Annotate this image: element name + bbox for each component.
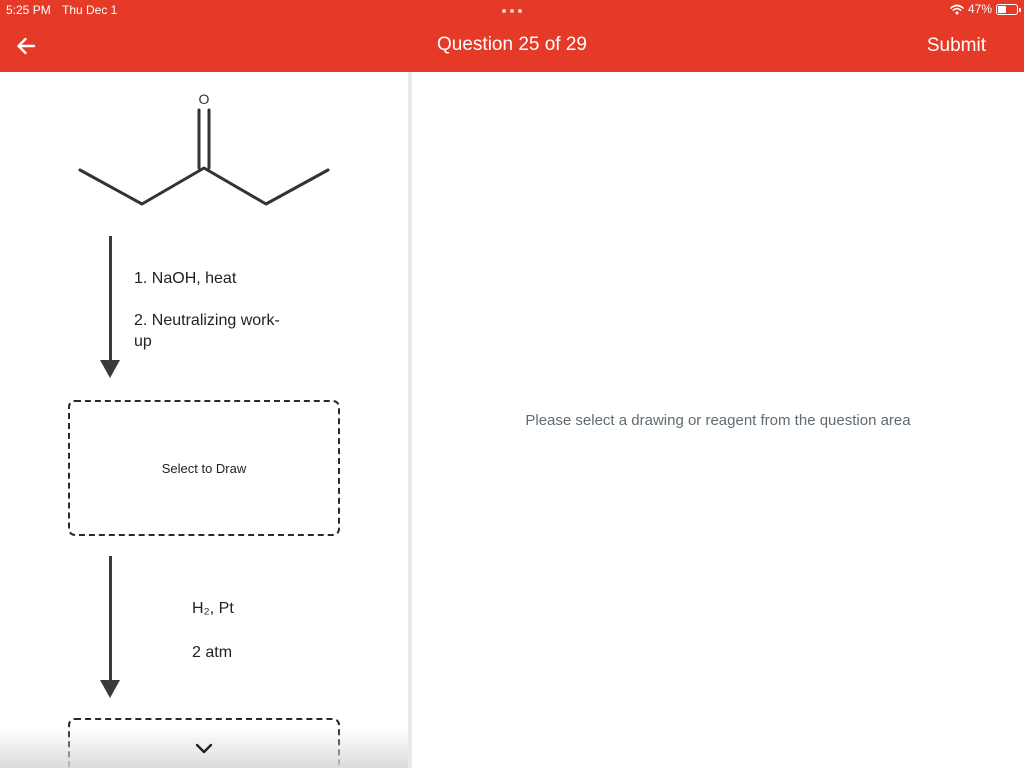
reaction-arrow-2 xyxy=(100,556,122,700)
reagent-step2-line2[interactable]: 2 atm xyxy=(192,644,233,661)
multitasking-dots-icon[interactable] xyxy=(502,9,522,14)
status-bar xyxy=(0,0,1024,20)
status-time: 5:25 PM xyxy=(6,3,51,17)
chevron-down-icon xyxy=(195,743,213,754)
reagent-step1-line1[interactable]: 1. NaOH, heat xyxy=(134,270,237,287)
status-indicators xyxy=(950,2,1018,16)
reaction-arrow-1 xyxy=(100,236,122,380)
battery-fill xyxy=(998,6,1006,13)
app-header xyxy=(0,0,1024,72)
back-button[interactable] xyxy=(12,32,40,60)
workspace-placeholder-message: Please select a drawing or reagent from the question area xyxy=(525,412,911,429)
battery-percentage: 47% xyxy=(967,2,992,16)
page-title: Question 25 of 29 xyxy=(437,34,587,55)
oxygen-atom-label: O xyxy=(198,91,210,107)
scroll-fade xyxy=(0,728,408,768)
question-panel[interactable] xyxy=(0,72,408,768)
select-to-draw-box[interactable] xyxy=(68,400,340,536)
reagent-step1-line2[interactable]: 2. Neutralizing work-up xyxy=(134,312,280,350)
arrow-left-icon xyxy=(16,37,36,55)
reagent-step2-line1[interactable]: H₂, Pt xyxy=(192,600,234,617)
expand-button[interactable] xyxy=(189,736,219,760)
starting-material-structure[interactable] xyxy=(60,86,350,216)
wifi-icon xyxy=(950,4,964,15)
nav-bar xyxy=(0,20,1024,72)
workspace-panel[interactable] xyxy=(412,72,1024,768)
submit-button[interactable]: Submit xyxy=(926,35,986,56)
status-date: Thu Dec 1 xyxy=(62,3,118,17)
battery-icon xyxy=(996,4,1018,15)
select-to-draw-label: Select to Draw xyxy=(161,460,247,476)
